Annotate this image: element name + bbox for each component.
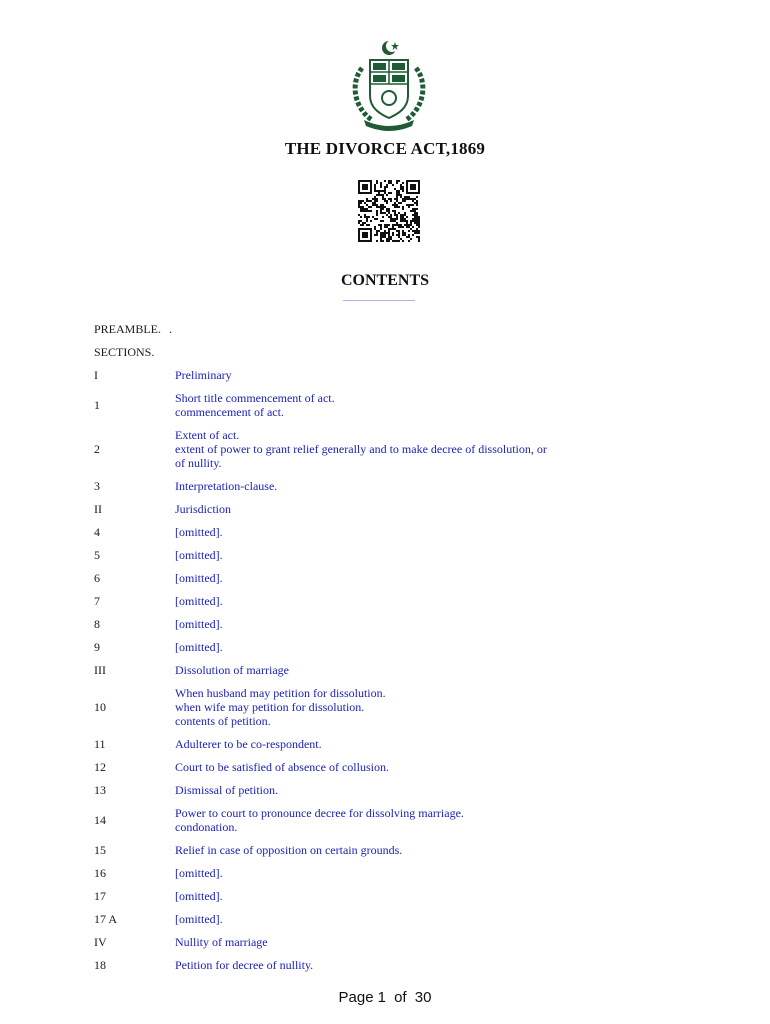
preamble-dot: . [169,322,173,336]
preamble-label: PREAMBLE. [94,322,162,336]
toc-section-number: 3 [94,479,100,493]
state-emblem-icon [342,38,436,132]
toc-title-line: Nullity of marriage [175,935,268,949]
toc-section-number: 17 A [94,912,118,926]
toc-title-line: Extent of act. [175,428,240,442]
toc-title-line: condonation. [175,820,238,834]
toc-title-line: [omitted]. [175,525,223,539]
toc-row[interactable] [94,548,694,562]
toc-row[interactable] [94,391,694,419]
toc-section-title[interactable] [175,479,277,493]
toc-title-line: Interpretation-clause. [175,479,278,493]
toc-title-line: [omitted]. [175,912,223,926]
qr-code-icon [358,180,420,242]
toc-section-title[interactable] [175,368,232,382]
toc-section-title[interactable] [175,502,231,516]
toc-title-line: commencement of act. [175,405,284,419]
toc-row[interactable] [94,737,694,751]
toc-row[interactable] [94,479,694,493]
toc-section-title[interactable] [175,428,547,470]
toc-row[interactable] [94,663,694,677]
toc-section-title[interactable] [175,617,223,631]
toc-title-line: Power to court to pronounce decree for dissolving marriage. [175,806,464,820]
toc-title-line: [omitted]. [175,571,223,585]
toc-row[interactable] [94,760,694,774]
toc-title-line: [omitted]. [175,889,223,903]
toc-title-line: [omitted]. [175,640,223,654]
toc-title-line: of nullity. [175,456,222,470]
contents-heading: CONTENTS [340,272,430,289]
page-number [0,989,770,1006]
toc-section-number: 6 [94,571,100,585]
toc-section-title[interactable] [175,594,223,608]
toc-section-number: 15 [94,843,106,857]
toc-rows [94,368,694,972]
toc-section-number: I [94,368,98,382]
toc-section-number: 18 [94,958,106,972]
toc-section-title[interactable] [175,525,223,539]
toc-section-title[interactable] [175,783,278,797]
toc-title-line: [omitted]. [175,594,223,608]
toc-section-title[interactable] [175,889,223,903]
toc-title-line: Jurisdiction [175,502,231,516]
toc-row[interactable] [94,640,694,654]
toc-section-number: 10 [94,700,106,714]
contents-underline [343,300,415,301]
toc-row[interactable] [94,806,694,834]
toc-section-number: 7 [94,594,100,608]
toc-section-number: III [94,663,106,677]
toc-section-number: 11 [94,737,106,751]
toc-section-title[interactable] [175,640,223,654]
document-title: THE DIVORCE ACT,1869 [284,139,486,158]
preamble-row[interactable] [94,322,694,336]
toc-section-number: 13 [94,783,106,797]
toc-row[interactable] [94,958,694,972]
toc-section-number: 17 [94,889,106,903]
toc-title-line: Petition for decree of nullity. [175,958,314,972]
toc-section-title[interactable] [175,391,335,419]
toc-title-line: when wife may petition for dissolution. [175,700,365,714]
toc-row[interactable] [94,866,694,880]
toc-title-line: Short title commencement of act. [175,391,335,405]
toc-section-number: 14 [94,813,106,827]
toc-title-line: Dismissal of petition. [175,783,278,797]
toc-section-title[interactable] [175,912,223,926]
toc-section-title[interactable] [175,663,289,677]
toc-title-line: contents of petition. [175,714,271,728]
toc-section-number: 12 [94,760,106,774]
page-current: 1 [377,989,386,1006]
toc-row[interactable] [94,783,694,797]
toc-title-line: [omitted]. [175,866,223,880]
toc-row[interactable] [94,617,694,631]
toc-row[interactable] [94,889,694,903]
toc-row[interactable] [94,843,694,857]
toc-section-number: 8 [94,617,100,631]
table-of-contents [94,322,694,981]
toc-title-line: [omitted]. [175,617,223,631]
toc-row[interactable] [94,525,694,539]
of-word: of [394,989,407,1006]
toc-section-number: IV [94,935,107,949]
toc-section-title[interactable] [175,958,313,972]
toc-section-title[interactable] [175,806,464,834]
toc-row[interactable] [94,368,694,382]
toc-row[interactable] [94,428,694,470]
toc-section-title[interactable] [175,935,268,949]
toc-row[interactable] [94,594,694,608]
toc-row[interactable] [94,502,694,516]
toc-section-number: II [94,502,102,516]
toc-section-title[interactable] [175,737,322,751]
toc-row[interactable] [94,912,694,926]
page-word: Page [338,989,374,1006]
toc-title-line: Dissolution of marriage [175,663,289,677]
toc-section-number: 2 [94,442,100,456]
toc-row[interactable] [94,686,694,728]
toc-section-title[interactable] [175,548,223,562]
toc-section-title[interactable] [175,760,389,774]
toc-section-title[interactable] [175,686,386,728]
toc-title-line: Court to be satisfied of absence of collusion. [175,760,389,774]
toc-title-line: Preliminary [175,368,232,382]
sections-label: SECTIONS. [94,345,155,359]
toc-section-title[interactable] [175,571,223,585]
toc-section-number: 1 [94,398,100,412]
toc-section-number: 4 [94,525,100,539]
toc-title-line: Relief in case of opposition on certain grounds. [175,843,403,857]
toc-row[interactable] [94,935,694,949]
toc-title-line: [omitted]. [175,548,223,562]
toc-section-number: 5 [94,548,100,562]
toc-section-title[interactable] [175,843,402,857]
sections-row [94,345,694,359]
page-total: 30 [414,989,432,1006]
toc-title-line: Adulterer to be co-respondent. [175,737,322,751]
toc-row[interactable] [94,571,694,585]
toc-section-title[interactable] [175,866,223,880]
toc-title-line: extent of power to grant relief generally and to make decree of dissolution, or [175,442,547,456]
toc-section-number: 9 [94,640,100,654]
toc-section-number: 16 [94,866,106,880]
toc-title-line: When husband may petition for dissolution. [175,686,386,700]
